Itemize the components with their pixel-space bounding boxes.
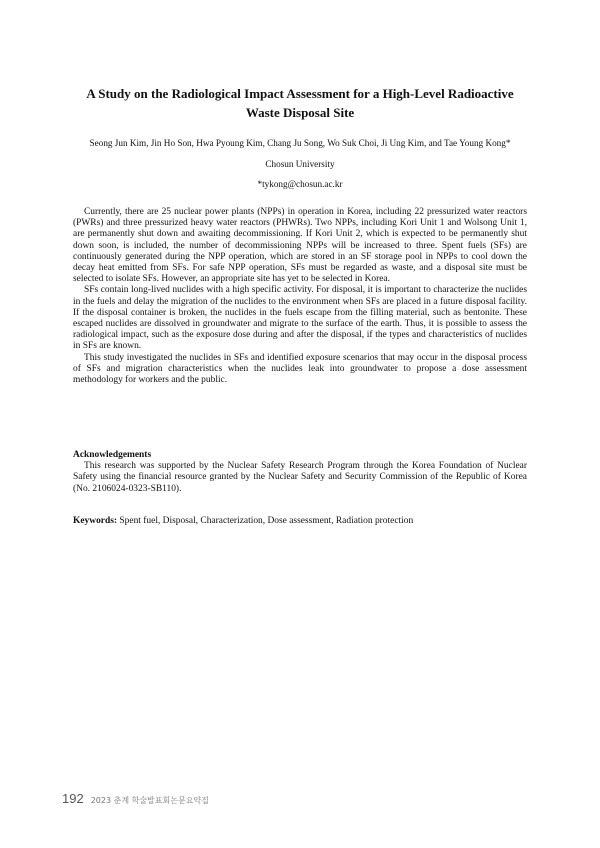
paper-title — [60, 85, 540, 122]
acknowledgements-text: This research was supported by the Nuclear Safety Research Program through the Korea Foundation of Nuclear Safety using the financial resource granted by the Nuclear Safety and Security Commission of the Republic of Korea (No. 2106024-0323-SB110). — [73, 461, 527, 494]
abstract-paragraph-2: SFs contain long-lived nuclides with a high specific activity. For disposal, it is important to characterize the nuclides in the fuels and delay the migration of the nuclides to the environment when SFs are placed in a future disposal facility. If the disposal container is broken, the nuclides in the fuels escape from the filling material, such as bentonite. These escaped nuclides are dissolved in groundwater and migrate to the surface of the earth. Thus, it is possible to assess the radiological impact, such as the exposure dose during and after the disposal, if the types and characteristics of nuclides in SFs are known. — [73, 285, 527, 352]
affiliation: Chosun University — [265, 159, 335, 169]
keywords-line — [73, 516, 527, 527]
keywords-text: Spent fuel, Disposal, Characterization, Dose assessment, Radiation protection — [117, 516, 414, 526]
title-line-1: A Study on the Radiological Impact Assessment for a High-Level Radioactive — [86, 86, 514, 101]
proceedings-name: 2023 춘계 학술발표회논문요약집 — [90, 796, 209, 805]
corresponding-email: *tykong@chosun.ac.kr — [257, 179, 343, 189]
acknowledgements-section — [73, 450, 527, 495]
page-footer — [62, 791, 209, 805]
page-number: 192 — [62, 791, 84, 806]
acknowledgements-heading: Acknowledgements — [73, 450, 152, 460]
keywords-label: Keywords: — [73, 516, 118, 526]
abstract-paragraph-3: This study investigated the nuclides in SFs and identified exposure scenarios that may occur in the disposal process of SFs and migration characteristics when the nuclides leak into groundwater to propose a dose assessment methodology for workers and the public. — [73, 352, 527, 386]
abstract-body — [73, 207, 527, 386]
abstract-paragraph-1: Currently, there are 25 nuclear power plants (NPPs) in operation in Korea, including 22 pressurized water reactors (PWRs) and three pressurized heavy water reactors (PHWRs). Two NPPs, including Kori Unit 1 and Wolsong Unit 1, are permanently shut down and awaiting decommissioning. If Kori Unit 2, which is expected to be permanently shut down soon, is included, the number of decommissioning NPPs will be increased to three. Spent fuels (SFs) are continuously generated during the NPP operation, which are stored in an SF storage pool in NPPs to cool down the decay heat emitted from SFs. For safe NPP operation, SFs must be regarded as waste, and a disposal site must be selected to isolate SFs. However, an appropriate site has yet to be selected in Korea. — [73, 207, 527, 285]
author-list: Seong Jun Kim, Jin Ho Son, Hwa Pyoung Kim, Chang Ju Song, Wo Suk Choi, Ji Ung Kim, and Tae Young Kong* — [89, 138, 511, 148]
title-line-2: Waste Disposal Site — [245, 104, 355, 120]
